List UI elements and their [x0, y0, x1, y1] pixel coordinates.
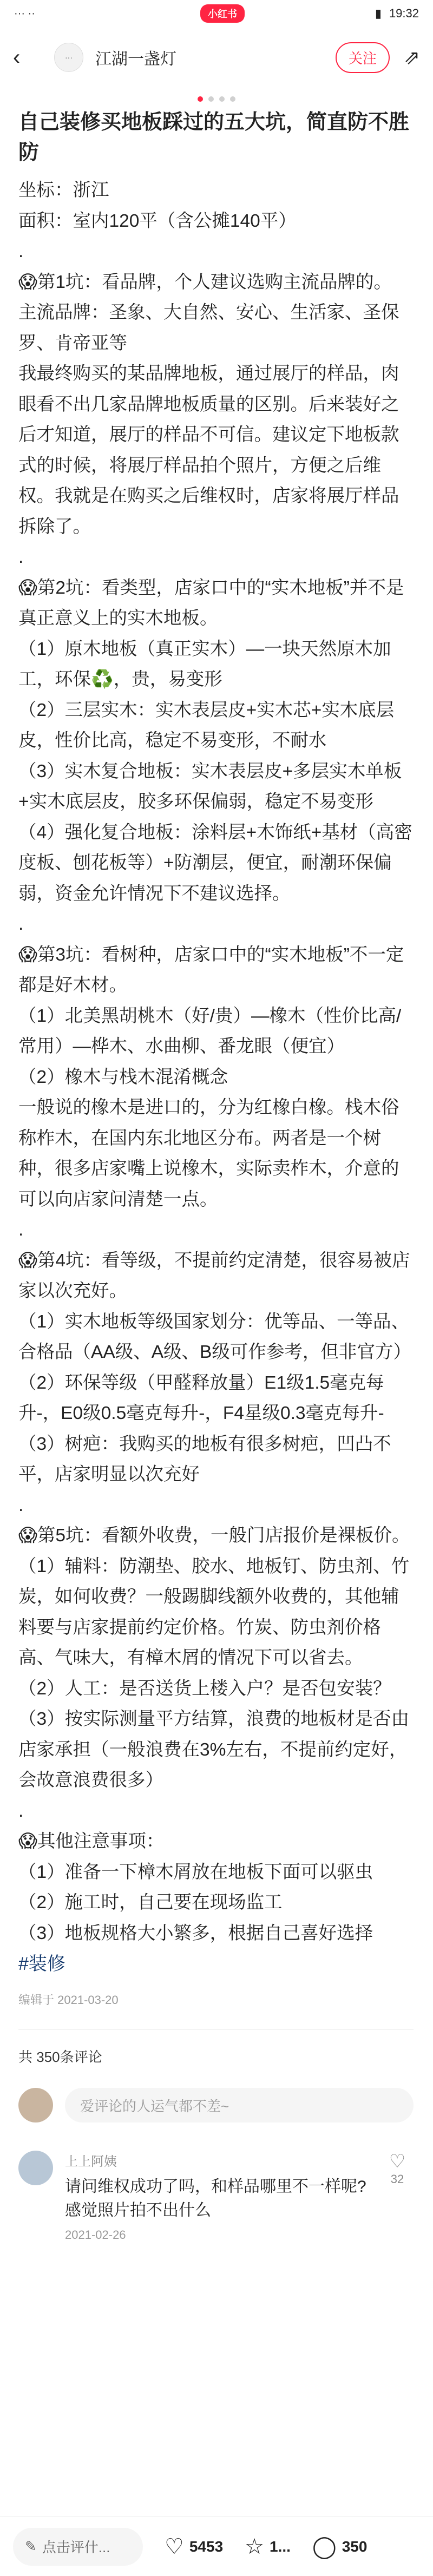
comment-total: 350	[342, 2538, 368, 2555]
app-badge: 小红书	[200, 4, 245, 23]
my-avatar	[18, 2088, 53, 2122]
divider	[18, 2029, 414, 2030]
comment-item	[18, 2151, 414, 2242]
pager-dot	[208, 96, 214, 102]
heart-icon: ♡	[165, 2534, 184, 2559]
hashtag-link[interactable]: #装修	[18, 1954, 65, 1974]
collect-count: 1...	[270, 2538, 291, 2555]
comment-date: 2021-02-26	[65, 2228, 126, 2242]
collect-button[interactable]	[245, 2534, 291, 2559]
bottom-comment-input[interactable]	[13, 2528, 143, 2566]
like-count: 5453	[189, 2538, 224, 2555]
author-name[interactable]: 江湖一盏灯	[95, 50, 176, 68]
status-bar	[0, 0, 433, 27]
comment-text: 请问维权成功了吗，和样品哪里不一样呢?感觉照片拍不出什么	[65, 2178, 366, 2219]
comment-main	[65, 2151, 381, 2242]
comment-like-count: 32	[390, 2172, 404, 2186]
pager-dot	[219, 96, 225, 102]
pager-dot	[230, 96, 235, 102]
like-button[interactable]	[165, 2534, 223, 2559]
bottom-bar	[0, 2516, 433, 2576]
comment-icon: ◯	[312, 2534, 337, 2559]
post-body: 坐标：浙江 面积：室内120平（含公摊140平） . 😱第1坑：看品牌，个人建议选购主流品牌的。 主流品牌：圣象、大自然、安心、生活家、圣保罗、肯帝亚等 我最终购买的某品牌地板，通过展厅的样品，肉眼看不出几家品牌地板质量的区别。后来装好之后才知道，展厅的样品不可信。建议定下地板款式的时候，将展厅样品拍个照片，方便之后维权。我就是在购买之后维权时，店家将展厅样品拆除了。 . 😱第2坑：看类型，店家口中的“实木地板”并不是真正意义上的实木地板。 （1）原木地板（真正实木）—一块天然原木加工，环保♻️，贵，易变形 （2）三层实木：实木表层皮+实木芯+实木底层皮，性价比高，稳定不易变形，不耐水 （3）实木复合地板：实木表层皮+多层实木单板+实木底层皮，胶多环保偏弱，稳定不易变形 （4）强化复合地板：涂料层+木饰纸+基材（高密度板、刨花板等）+防潮层，便宜，耐潮环保偏弱，资金允许情况下不建议选择。 . 😱第3坑：看树种，店家口中的“实木地板”不一定都是好木材。 （1）北美黑胡桃木（好/贵）—橡木（性价比高/常用）—桦木、水曲柳、番龙眼（便宜） （2）橡木与栈木混淆概念 一般说的橡木是进口的，分为红橡白橡。栈木俗称柞木，在国内东北地区分布。两者是一个树种，很多店家嘴上说橡木，实际卖柞木，介意的可以向店家问清楚一点。 . 😱第4坑：看等级，不提前约定清楚，很容易被店家以次充好。 （1）实木地板等级国家划分：优等品、一等品、合格品（AA级、A级、B级可作参考，但非官方） （2）环保等级（甲醛释放量）E1级1.5毫克每升-，E0级0.5毫克每升-，F4星级0.3毫克每升- （3）树疤：我购买的地板有很多树疤，凹凸不平，店家明显以次充好 . 😱第5坑：看额外收费，一般门店报价是裸板价。 （1）辅料：防潮垫、胶水、地板钉、防虫剂、竹炭，如何收费？一般踢脚线额外收费的，其他辅料要与店家提前约定价格。竹炭、防虫剂价格高、气味大，有樟木屑的情况下可以省去。 （2）人工：是否送货上楼入户？是否包安装？ （3）按实际测量平方结算，浪费的地板材是否由店家承担（一般浪费在3%左右，不提前约定好，会故意浪费很多） . 😱其他注意事项： （1）准备一下樟木屑放在地板下面可以驱虫 （2）施工时，自己要在现场监工 （3）地板规格大小繁多，根据自己喜好选择	[18, 180, 412, 1943]
comment-like-button[interactable]	[381, 2151, 414, 2242]
back-icon[interactable]: ‹	[13, 45, 21, 69]
comment-input[interactable]: 爱评论的人运气都不差~	[65, 2088, 414, 2122]
image-pager-dots	[0, 96, 433, 102]
commenter-name[interactable]: 上上阿姨	[65, 2154, 117, 2169]
post-content	[18, 107, 414, 2242]
commenter-avatar[interactable]	[18, 2151, 53, 2185]
comment-button[interactable]	[312, 2534, 367, 2559]
share-icon[interactable]: ⇗	[403, 46, 420, 68]
star-icon: ☆	[245, 2534, 265, 2559]
post-title: 自己装修买地板踩过的五大坑，简直防不胜防	[18, 111, 410, 164]
heart-icon: ♡	[389, 2151, 406, 2172]
follow-button[interactable]: 关注	[336, 42, 390, 73]
status-left	[14, 8, 35, 20]
nav-bar	[0, 32, 433, 82]
comment-input-row	[18, 2088, 414, 2122]
status-right	[375, 6, 419, 21]
bottom-input-label: 点击评什...	[42, 2539, 110, 2555]
status-time: 19:32	[389, 6, 419, 20]
pager-dot	[198, 96, 203, 102]
battery-icon: ▮	[375, 6, 382, 20]
avatar[interactable]: ···	[54, 43, 83, 72]
pencil-icon: ✎	[25, 2538, 37, 2554]
comment-count: 共 350条评论	[18, 2049, 102, 2065]
edit-date: 编辑于 2021-03-20	[18, 1993, 119, 2007]
status-info: ··· ··	[14, 7, 35, 19]
